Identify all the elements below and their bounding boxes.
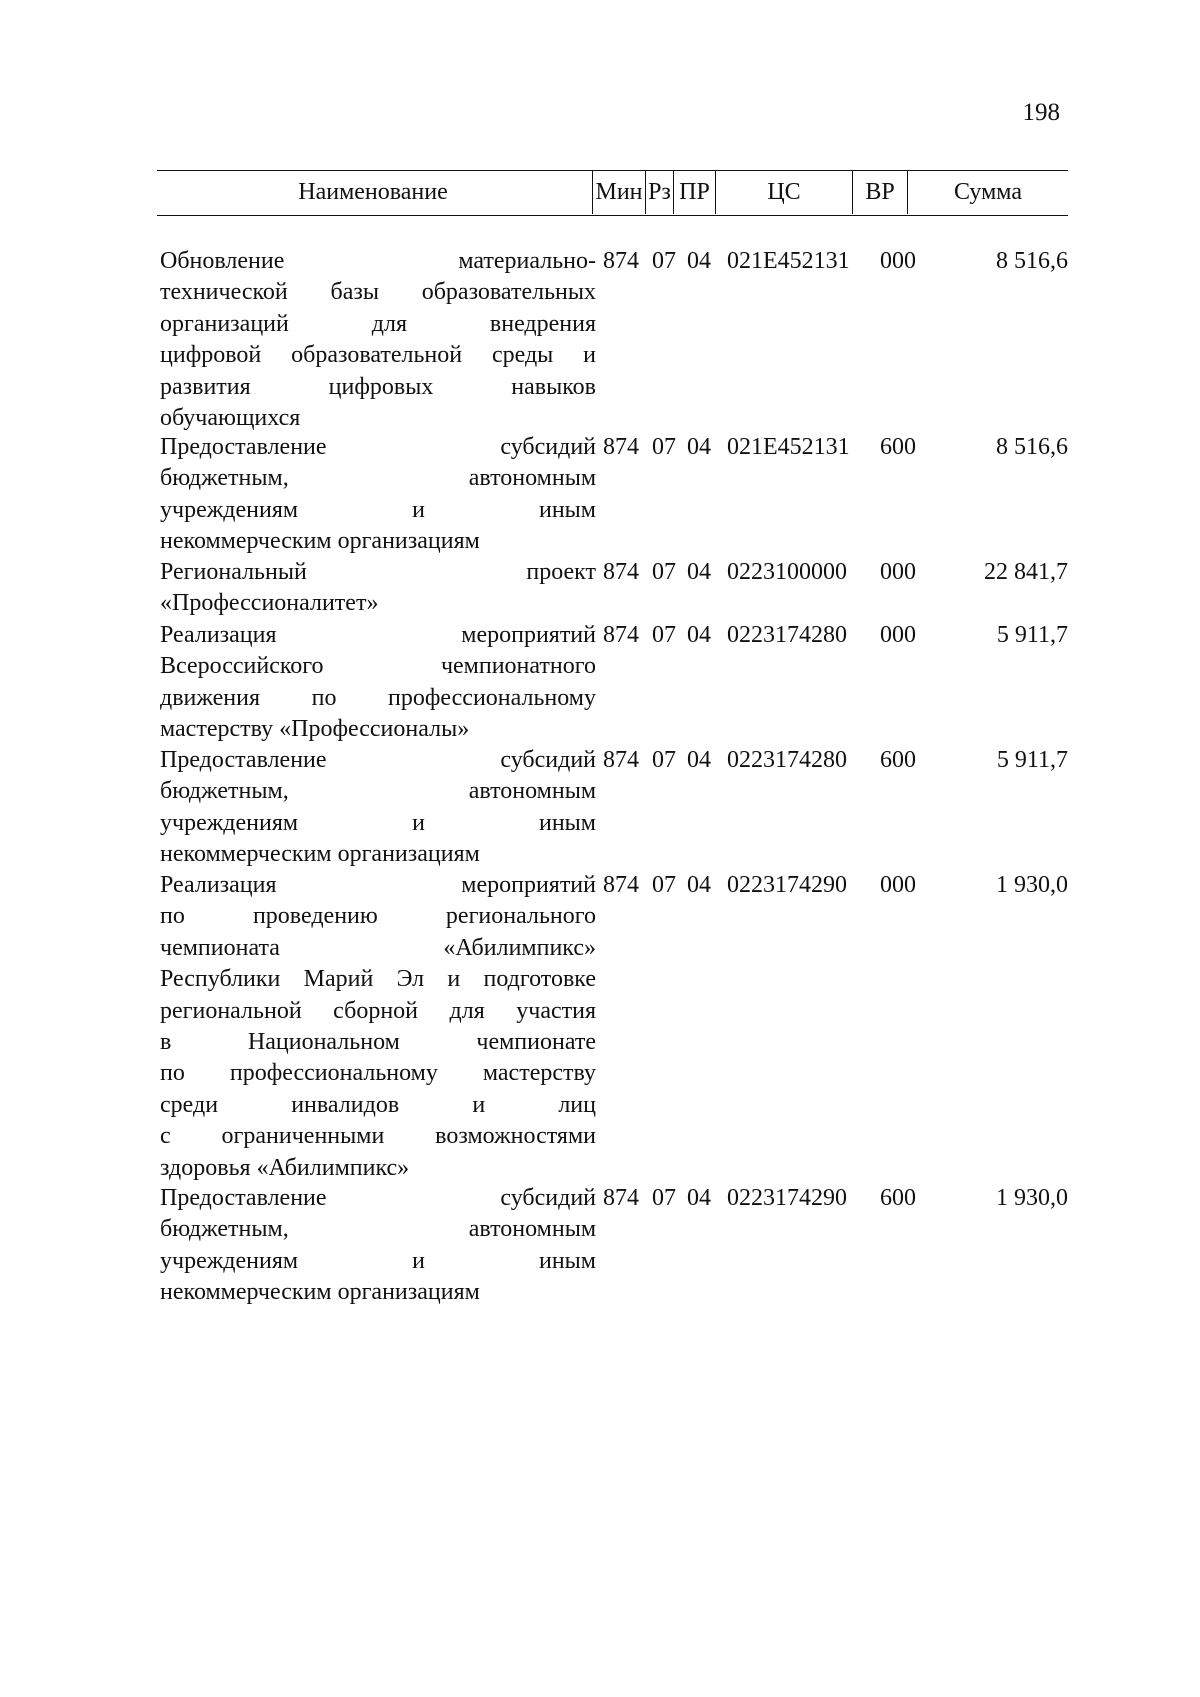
- row-name: [160, 745, 596, 871]
- row-vr: 600: [880, 434, 916, 460]
- row-pr: 04: [687, 1185, 711, 1211]
- row-name-line: в Национальном чемпионате: [160, 1029, 596, 1056]
- row-name-line: развития цифровых навыков: [160, 373, 596, 400]
- row-sum: 1 930,0: [996, 1185, 1068, 1211]
- row-name-line: среди инвалидов и лиц: [160, 1091, 596, 1118]
- row-name-line: чемпионата «Абилимпикс»: [160, 934, 596, 961]
- row-rz: 07: [652, 1185, 676, 1211]
- row-pr: 04: [687, 434, 711, 460]
- header-sum: Сумма: [954, 179, 1022, 205]
- row-name-line: Предоставление субсидий: [160, 747, 596, 773]
- row-name-line: учреждениям и иным: [160, 809, 596, 836]
- row-name-line: Обновление материально-: [160, 248, 596, 274]
- row-vr: 000: [880, 559, 916, 585]
- row-pr: 04: [687, 622, 711, 648]
- header-name: Наименование: [298, 179, 448, 205]
- row-rz: 07: [652, 622, 676, 648]
- row-name-line: мастерству «Профессионалы»: [160, 716, 470, 743]
- row-rz: 07: [652, 747, 676, 773]
- row-sum: 5 911,7: [996, 747, 1068, 773]
- row-min: 874: [603, 248, 639, 274]
- row-name-line: Реализация мероприятий: [160, 622, 596, 648]
- row-name-line: некоммерческим организациям: [160, 528, 480, 555]
- row-name-line: движения по профессиональному: [160, 684, 596, 711]
- row-rz: 07: [652, 559, 676, 585]
- row-vr: 000: [880, 248, 916, 274]
- header-cs: ЦС: [767, 179, 801, 205]
- row-name-line: по проведению регионального: [160, 903, 596, 930]
- row-rz: 07: [652, 872, 676, 898]
- row-cs: 0223174280: [727, 747, 847, 773]
- row-cs: 0223174290: [727, 1185, 847, 1211]
- row-pr: 04: [687, 747, 711, 773]
- row-name-line: Предоставление субсидий: [160, 1185, 596, 1211]
- row-min: 874: [603, 1185, 639, 1211]
- row-cs: 021E452131: [727, 248, 850, 274]
- row-name: [160, 1183, 596, 1309]
- row-name-line: Реализация мероприятий: [160, 872, 596, 898]
- row-name-line: учреждениям и иным: [160, 496, 596, 523]
- row-name-line: с ограниченными возможностями: [160, 1123, 596, 1150]
- row-name-line: Региональный проект: [160, 559, 596, 585]
- row-name: [160, 432, 596, 558]
- row-name-line: учреждениям и иным: [160, 1247, 596, 1274]
- row-name-line: Республики Марий Эл и подготовке: [160, 966, 596, 993]
- row-name-line: бюджетным, автономным: [160, 1216, 596, 1243]
- row-name-line: Предоставление субсидий: [160, 434, 596, 460]
- row-name: [160, 620, 596, 746]
- row-name-line: по профессиональному мастерству: [160, 1060, 596, 1087]
- row-name: [160, 557, 596, 620]
- page-number: 198: [1022, 99, 1060, 126]
- row-name-line: некоммерческим организациям: [160, 841, 480, 868]
- row-name-line: бюджетным, автономным: [160, 465, 596, 492]
- row-name-line: «Профессионалитет»: [160, 590, 379, 617]
- row-sum: 1 930,0: [996, 872, 1068, 898]
- row-vr: 600: [880, 1185, 916, 1211]
- row-vr: 600: [880, 747, 916, 773]
- row-rz: 07: [652, 248, 676, 274]
- header-pr: ПР: [679, 179, 710, 205]
- row-cs: 0223174290: [727, 872, 847, 898]
- row-min: 874: [603, 559, 639, 585]
- row-min: 874: [603, 872, 639, 898]
- row-min: 874: [603, 434, 639, 460]
- row-cs: 0223100000: [727, 559, 847, 585]
- row-name-line: обучающихся: [160, 405, 301, 432]
- header-min: Мин: [595, 179, 643, 205]
- row-sum: 5 911,7: [996, 622, 1068, 648]
- row-sum: 8 516,6: [996, 248, 1068, 274]
- row-name-line: Всероссийского чемпионатного: [160, 653, 596, 680]
- row-pr: 04: [687, 559, 711, 585]
- row-cs: 021E452131: [727, 434, 850, 460]
- row-sum: 22 841,7: [984, 559, 1068, 585]
- row-pr: 04: [687, 248, 711, 274]
- row-vr: 000: [880, 622, 916, 648]
- row-name-line: бюджетным, автономным: [160, 778, 596, 805]
- row-name: [160, 246, 596, 434]
- header-rz: Рз: [648, 179, 671, 205]
- row-name-line: цифровой образовательной среды и: [160, 342, 596, 369]
- row-name-line: некоммерческим организациям: [160, 1279, 480, 1306]
- row-min: 874: [603, 622, 639, 648]
- row-pr: 04: [687, 872, 711, 898]
- row-sum: 8 516,6: [996, 434, 1068, 460]
- row-min: 874: [603, 747, 639, 773]
- row-vr: 000: [880, 872, 916, 898]
- row-name-line: технической базы образовательных: [160, 279, 596, 306]
- row-name-line: региональной сборной для участия: [160, 997, 596, 1024]
- row-name: [160, 870, 596, 1184]
- row-cs: 0223174280: [727, 622, 847, 648]
- row-name-line: организаций для внедрения: [160, 310, 596, 337]
- row-rz: 07: [652, 434, 676, 460]
- header-vr: ВР: [865, 179, 895, 205]
- table-header: [157, 170, 1068, 216]
- row-name-line: здоровья «Абилимпикс»: [160, 1154, 410, 1181]
